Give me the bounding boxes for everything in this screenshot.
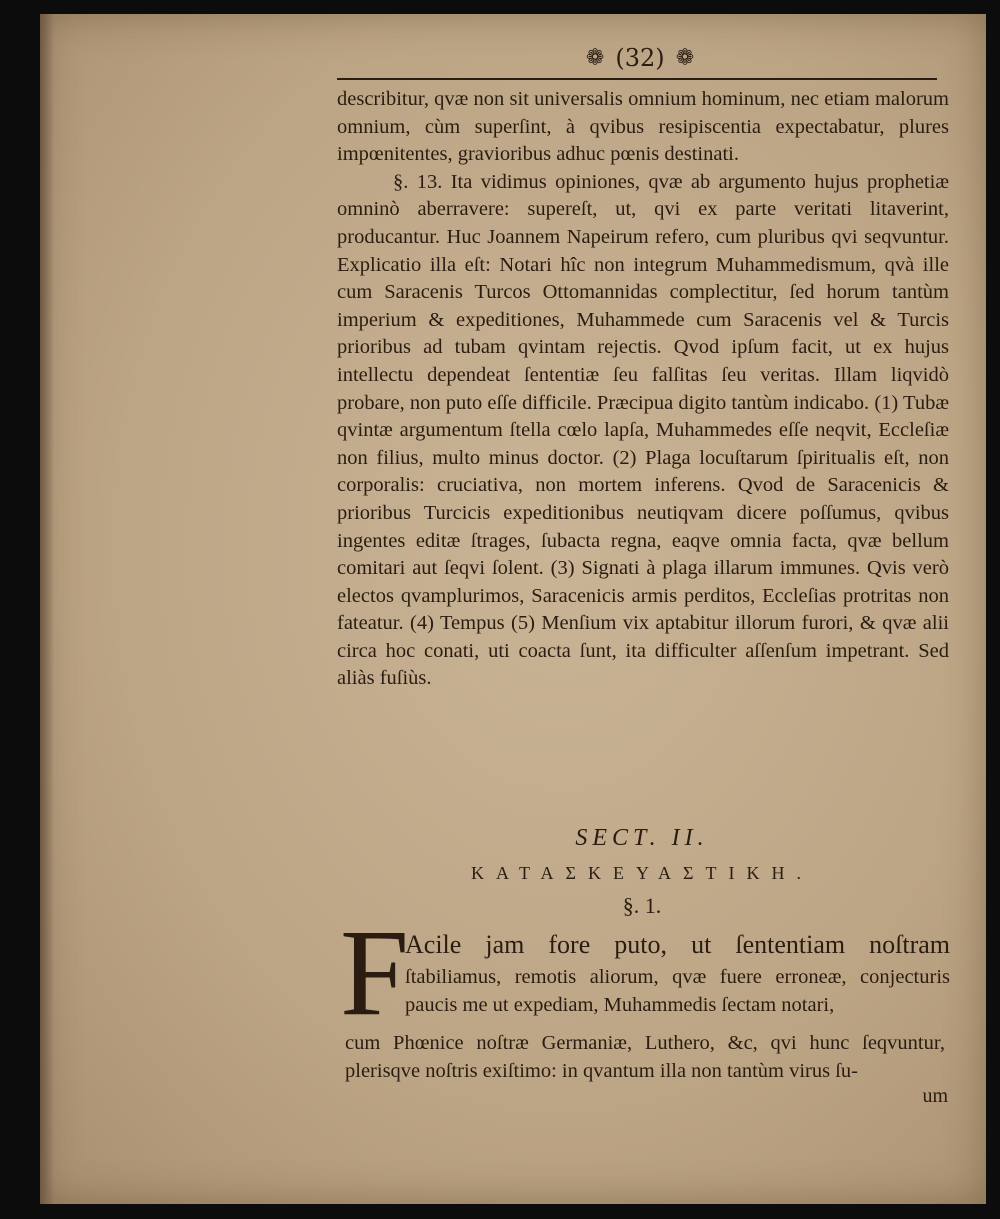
- header-rule: [337, 78, 937, 80]
- drop-cap-initial: F: [340, 904, 409, 1041]
- paragraph-mark: §. 1.: [622, 893, 662, 918]
- section-title: SECT. II.: [575, 825, 709, 851]
- main-text: [337, 86, 949, 693]
- ornament-right-icon: ❁: [675, 45, 695, 71]
- section-full-text: cum Phœnice noſtræ Germaniæ, Luthero, &c, qvi hunc ſeqvuntur, plerisqve noſtris exiſtimo: in qvantum illa non tantùm virus ſu-: [345, 1032, 945, 1082]
- section-subtitle: ΚΑΤΑΣΚΕΥΑΣΤΙΚΗ.: [470, 863, 814, 883]
- page-number: (32): [615, 44, 665, 72]
- ornament-left-icon: ❁: [585, 45, 605, 71]
- page-gutter-shadow: [40, 14, 54, 1204]
- paragraph-continuation: describitur, qvæ non sit universalis omnium hominum, nec etiam malorum omnium, cùm superſint, à qvibus resipiscentia expectabatur, plures impœnitentes, gravioribus adhuc pœnis destinati.: [337, 88, 949, 166]
- paragraph-13: §. 13. Ita vidimus opiniones, qvæ ab argumento hujus prophetiæ omninò aberravere: supereſt, ut, qvi ex parte veritati litaverint, producantur. Huc Joannem Napeirum refero, cum pluribus qvi seqvuntur. Explicatio illa eſt: Notari hîc non integrum Muhammedismum, qvà ille cum Saracenis Turcos Ottomannidas complectitur, ſed horum tantùm imperium & expeditiones, Muhammede cum Saracenis vel & Turcis prioribus ad tubam qvintam rejectis. Qvod ipſum facit, ut ex hujus intellectu dependeat ſententiæ ſeu falſitas ſeu veritas. Illam liqvidò probare, non puto eſſe difficile. Præcipua digito tantùm indicabo. (1) Tubæ qvintæ argumentum ſtella cœlo lapſa, Muhammedes eſſe neqvit, Eccleſiæ non filius, multo minus doctor. (2) Plaga locuſtarum ſpiritualis eſt, non corporalis: cruciativa, non mortem inferens. Qvod de Saracenicis & prioribus Turcicis expeditionibus neutiqvam dicere poſſumus, qvibus ingentes editæ ſtrages, ſubacta regna, eaqve omnia facta, qvæ bellum comitari aut ſeqvi ſolent. (3) Signati à plaga illarum immunes. Qvis verò electos qvamplurimos, Saracenicis armis perditos, Eccleſias protritas non fateatur. (4) Tempus (5) Menſium vix aptabitur illorum furori, & qvæ alii circa hoc conati, uti coacta ſunt, ita difficulter aſſenſum impetrant. Sed aliàs fuſiùs.: [337, 170, 949, 690]
- section-first-line: Acile jam fore puto, ut ſententiam noſtram: [405, 930, 950, 959]
- section-indented-text: ſtabiliamus, remotis aliorum, qvæ fuere erroneæ, conjecturis paucis me ut expediam, Muhammedis ſectam notari,: [405, 966, 950, 1016]
- catchword: um: [922, 1085, 948, 1107]
